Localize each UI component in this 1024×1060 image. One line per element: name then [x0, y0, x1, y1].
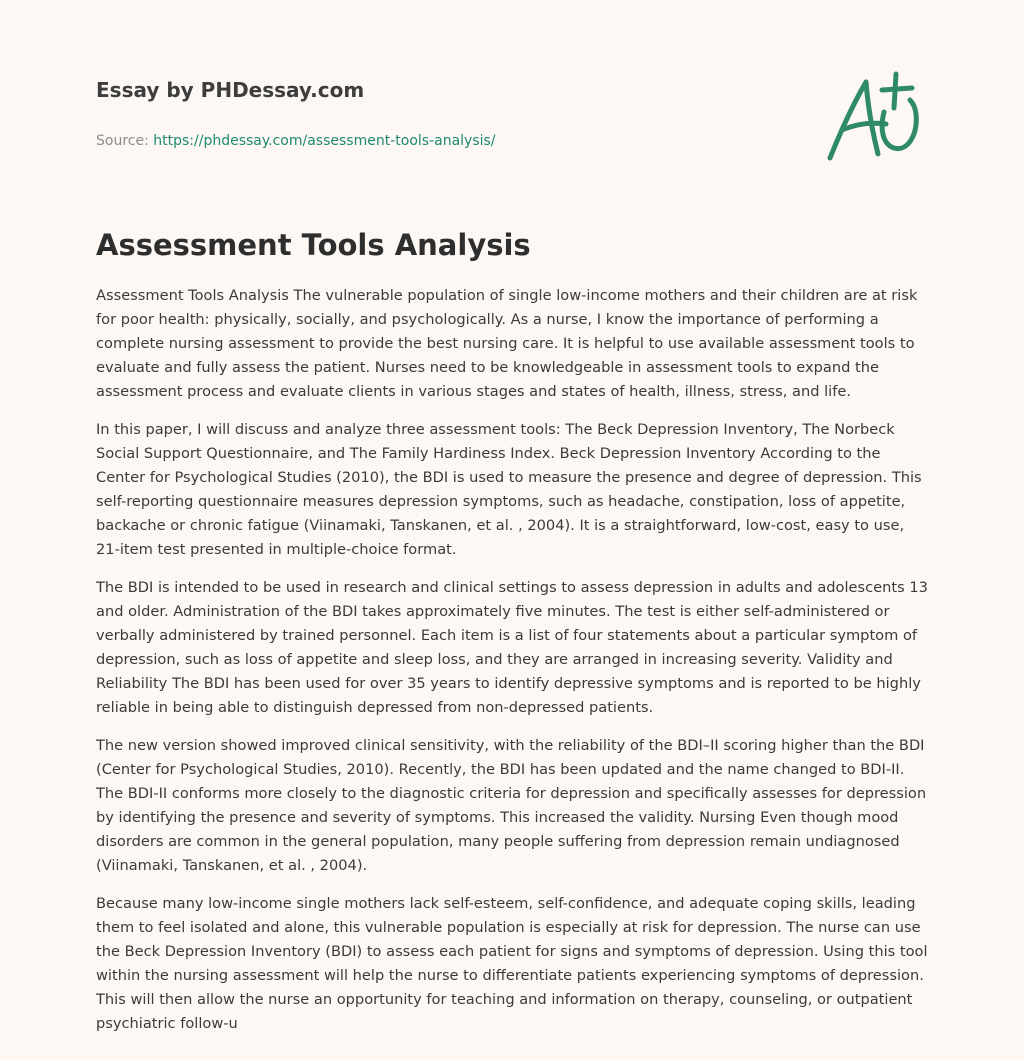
source-label: Source: [96, 133, 149, 149]
article-paragraph: In this paper, I will discuss and analyze three assessment tools: The Beck Depression Inventory, The Norbeck Social Support Questionnaire, and The Family Hardiness Index. Beck Depression Inventory According to the Center for Psychological Studies (2010), the BDI is used to measure the presence and degree of depression. This self-reporting questionnaire measures depression symptoms, such as headache, constipation, loss of appetite, backache or chronic fatigue (Viinamaki, Tanskanen, et al. , 2004). It is a straightforward, low-cost, easy to use, 21-item test presented in multiple-choice format. [96, 421, 922, 558]
article-paragraph: Assessment Tools Analysis The vulnerable population of single low-income mothers and their children are at risk for poor health: physically, socially, and psychologically. As a nurse, I know the importance of performing a complete nursing assessment to provide the best nursing care. It is helpful to use available assessment tools to evaluate and fully assess the patient. Nurses need to be knowledgeable in assessment tools to expand the assessment process and evaluate clients in various stages and states of health, illness, stress, and life. [96, 287, 918, 400]
article-paragraph: The BDI is intended to be used in research and clinical settings to assess depression in adults and adolescents 13 and older. Administration of the BDI takes approximately five minutes. The test is either self-administered or verbally administered by trained personnel. Each item is a list of four statements about a particular symptom of depression, such as loss of appetite and sleep loss, and they are arranged in increasing severity. Validity and Reliability The BDI has been used for over 35 years to identify depressive symptoms and is reported to be highly reliable in being able to distinguish depressed from non-depressed patients. [96, 579, 928, 716]
site-header [96, 76, 796, 150]
article-paragraph: Because many low-income single mothers lack self-esteem, self-confidence, and adequate coping skills, leading them to feel isolated and alone, this vulnerable population is especially at risk for depression. The nurse can use the Beck Depression Inventory (BDI) to assess each patient for signs and symptoms of depression. Using this tool within the nursing assessment will help the nurse to differentiate patients experiencing symptoms of depression. This will then allow the nurse an opportunity for teaching and information on therapy, counseling, or outpatient psychiatric follow-u [96, 895, 928, 1032]
article-title: Assessment Tools Analysis [96, 228, 531, 262]
article-body [96, 284, 932, 1050]
source-line [96, 132, 796, 150]
a-plus-grade-icon [820, 68, 930, 164]
site-brand: Essay by PHDessay.com [96, 78, 365, 102]
article-paragraph: The new version showed improved clinical sensitivity, with the reliability of the BDI–II scoring higher than the BDI (Center for Psychological Studies, 2010). Recently, the BDI has been updated and the name changed to BDI-II. The BDI-II conforms more closely to the diagnostic criteria for depression and specifically assesses for depression by identifying the presence and severity of symptoms. This increased the validity. Nursing Even though mood disorders are common in the general population, many people suffering from depression remain undiagnosed (Viinamaki, Tanskanen, et al. , 2004). [96, 737, 927, 874]
source-link[interactable]: https://phdessay.com/assessment-tools-analysis/ [153, 133, 496, 149]
